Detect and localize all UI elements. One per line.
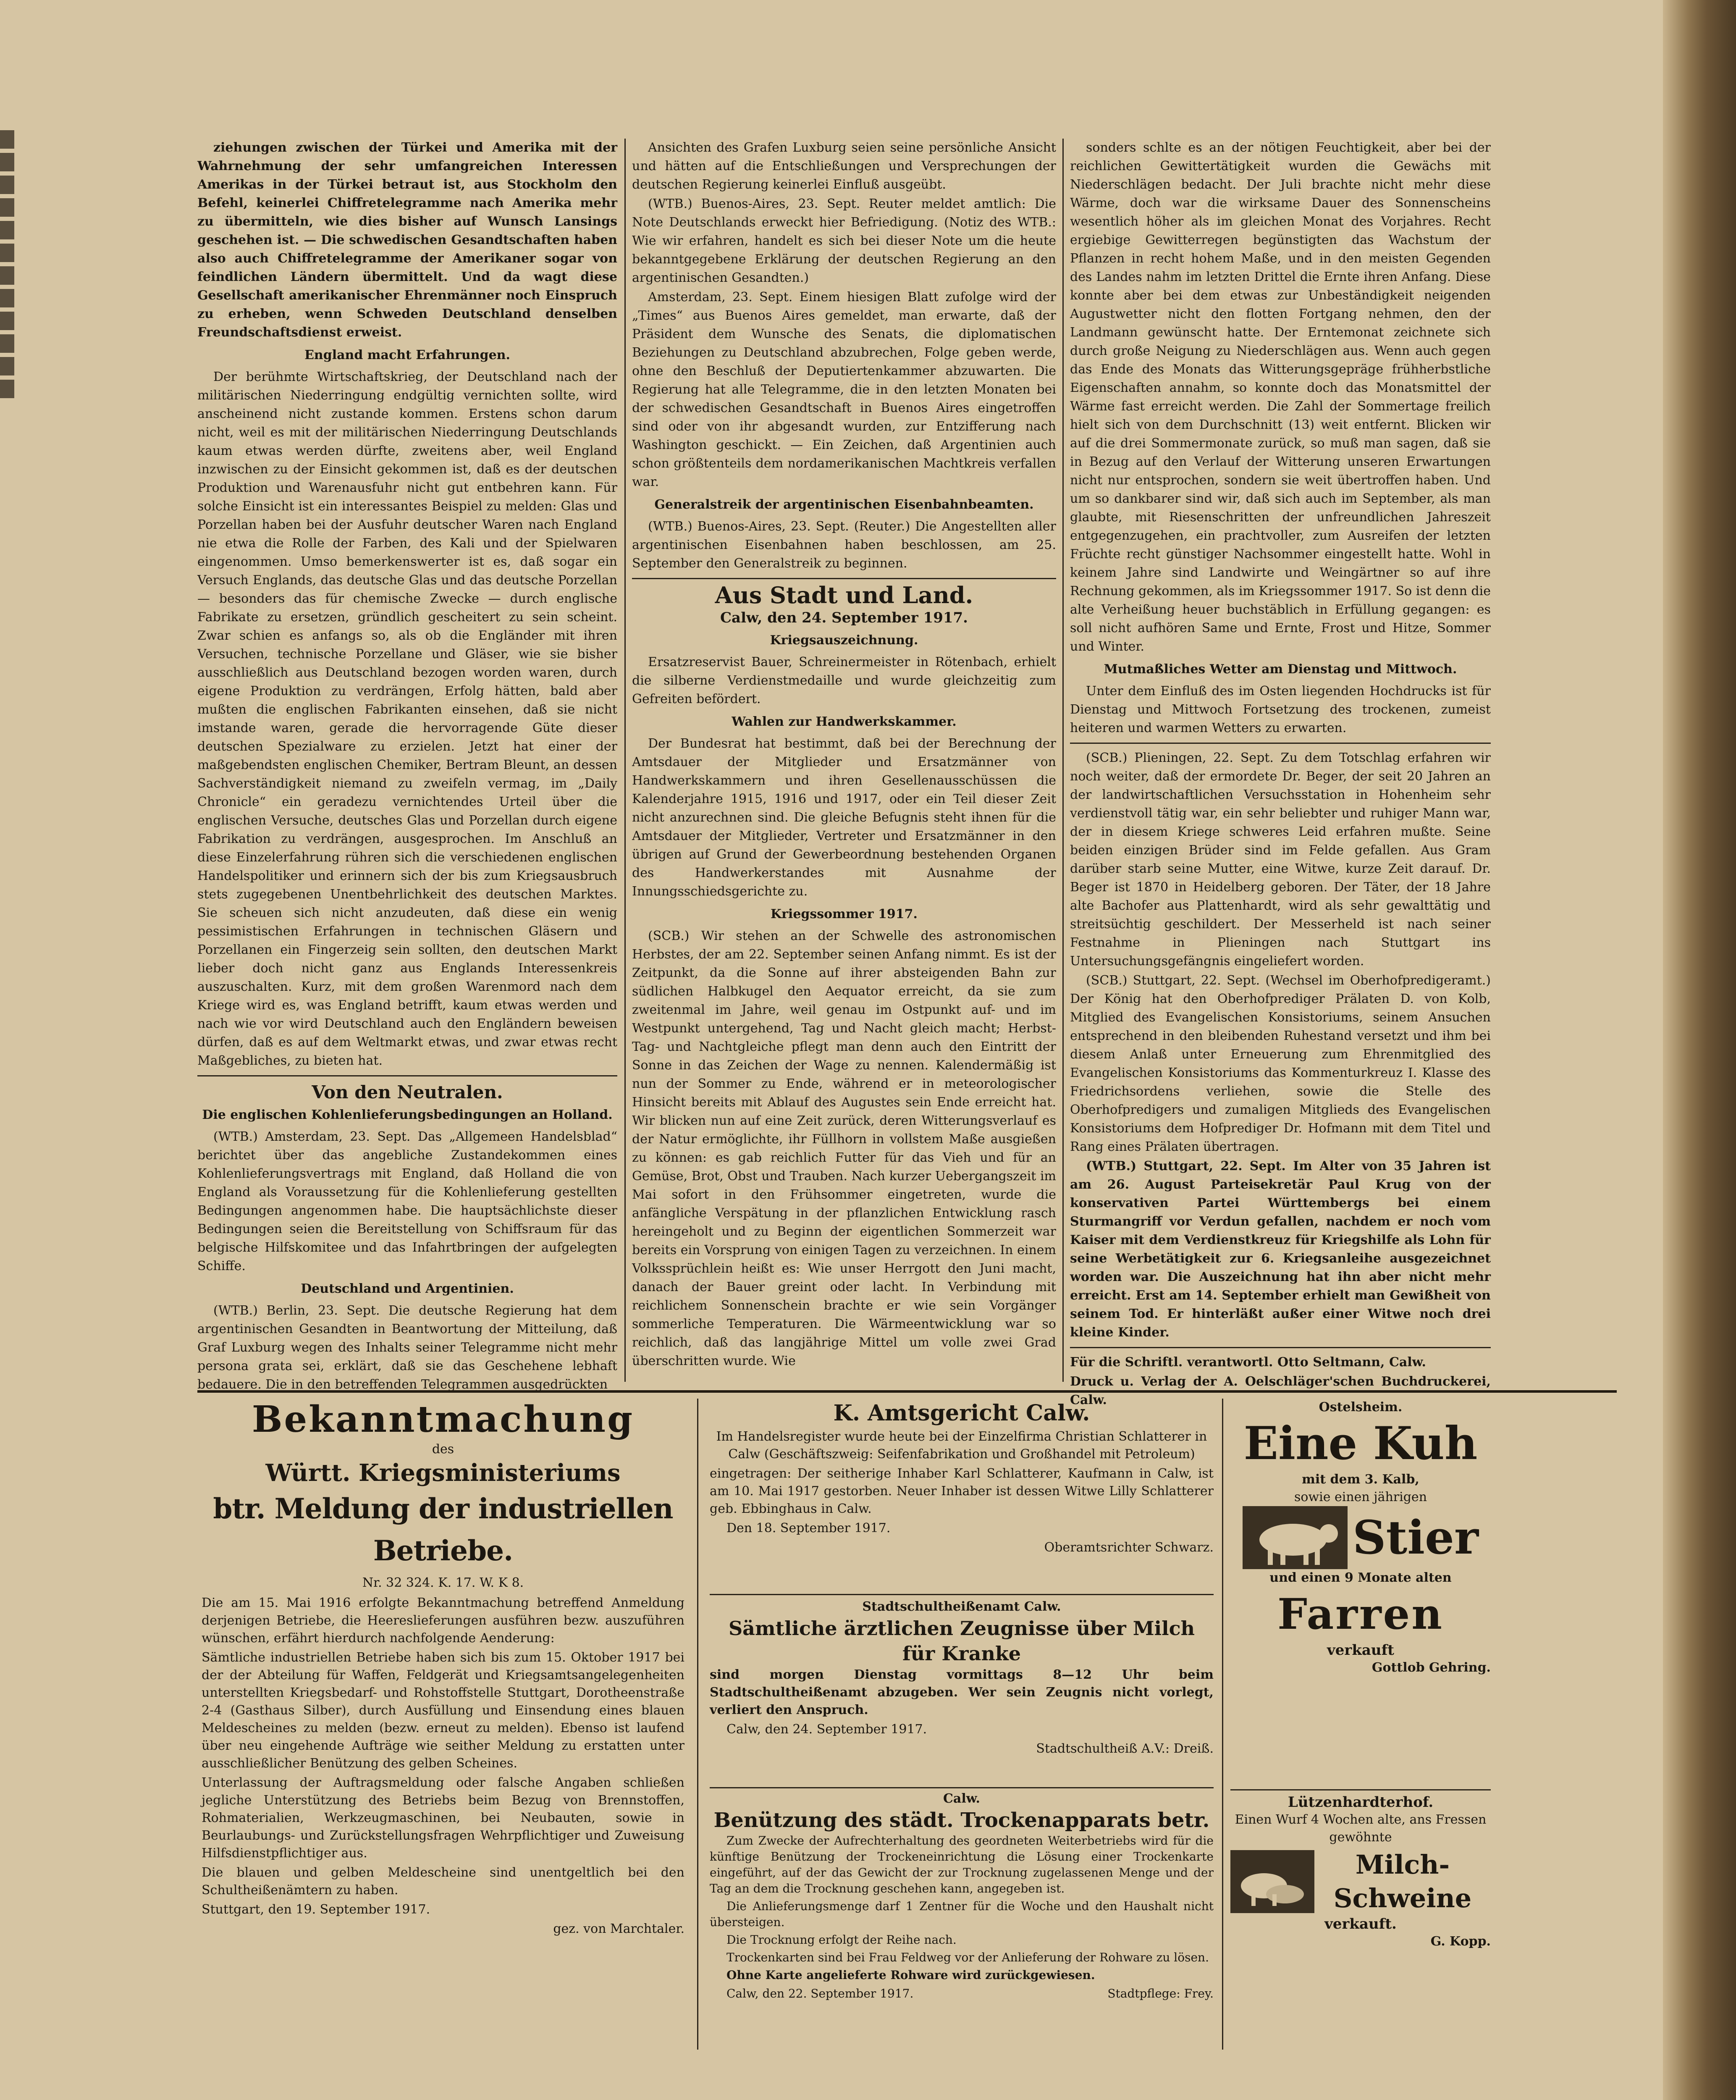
cattle-sale-ad xyxy=(1230,1399,1491,1785)
notice-date: Calw, den 24. September 1917. xyxy=(726,1722,927,1737)
article-heading: Kriegsauszeichnung. xyxy=(770,633,918,648)
reference-number: Nr. 32 324. K. 17. W. K 8. xyxy=(362,1575,524,1590)
article-text: Ansichten des Grafen Luxburg seien seine persönliche Ansicht und hätten auf die Entschließungen und Versprechungen der deutschen Regierung keinerlei Einfluß ausgeübt. xyxy=(632,140,1056,192)
court-text: Im Handelsregister wurde heute bei der Einzelfirma Christian Schlatterer in Calw (Geschäftszweig: Seifenfabrikation und Großhandel mit Petroleum) xyxy=(716,1429,1207,1462)
imprint: Für die Schriftl. verantwortl. Otto Seltmann, Calw. xyxy=(1070,1355,1426,1370)
article-text: sonders schlte es an der nötigen Feuchtigkeit, aber bei der reichlichen Gewittertätigkeit wurden die Gewächs mit Niederschlägen bedacht. Der Juli brachte nicht mehr diese Wärme, doch war die wirksame Dauer des Sonnenscheins wesentlich höher als im gleichen Monat des Vorjahres. Recht ergiebige Gewitterregen begünstigten das Wachstum der Pflanzen in recht hohem Maße, und in den meisten Gegenden des Landes nahm im letzten Drittel die Ernte ihren Anfang. Diese konnte aber bei dem etwas zur Unbeständigkeit neigenden Augustwetter nicht den flotten Fortgang nehmen, den der Landmann gewünscht hatte. Der Erntemonat zeichnete sich durch große Neigung zu Niederschlägen aus. Wenn auch gegen das Ende des Monats das Witterungsgepräge frühherbstliche Eigenschaften annahm, so konnte doch das Monatsmittel der Wärme fast erreicht werden. Die Zahl der Sommertage freilich hielt sich von dem Durchschnitt (13) weit entfernt. Blicken wir auf die drei Sommermonate zurück, so muß man sagen, daß sie in Bezug auf den Verlauf der Witterung unseren Erwartungen nicht nur entsprochen, sondern sie weit übertroffen haben. Und um so dankbarer sind wir, daß sich auch im September, als man glaubte, mit Riesenschritten der unfreundlichen Jahreszeit entgegenzugehen, ein prachtvoller, zum Ausreifen der letzten Früchte recht günstiger Nachsommer eingestellt hatte. Wohl in keinem Jahre sind Landwirte und Weingärtner so auf ihre Rechnung gekommen, als im Kriegssommer 1917. So ist denn die alte Verheißung heuer buchstäblich in Erfüllung gegangen: es soll nicht aufhören Same und Ernte, Frost und Hitze, Sommer und Winter. xyxy=(1070,140,1491,654)
article-heading: Deutschland und Argentinien. xyxy=(301,1281,514,1296)
article-text: Der Bundesrat hat bestimmt, daß bei der Berechnung der Amtsdauer der Mitglieder und Ersatzmänner von Handwerkskammern und ihren Gesellenausschüssen die Kalenderjahre 1915, 1916 und 1917, oder ein Teil dieser Zeit nicht anzurechnen sind. Die gleiche Befugnis steht ihnen für die Amtsdauer der Mitglieder, Vertreter und Ersatzmänner in den übrigen auf Grund der Gewerbeordnung bestehenden Organen des Handwerkerstandes mit Ausnahme der Innungsschiedsgerichte zu. xyxy=(632,736,1056,899)
notice-title: Benützung des städt. Trockenapparats betr. xyxy=(713,1809,1210,1832)
announcement-text: Die blauen und gelben Meldescheine sind unentgeltlich bei den Schultheißenämtern zu haben. xyxy=(202,1865,684,1898)
article-text: (WTB.) Buenos-Aires, 23. Sept. Reuter meldet amtlich: Die Note Deutschlands erweckt hier Befriedigung. (Notiz des WTB.: Wie wir erfahren, handelt es sich bei dieser Note um die heute bekanntgegebene Erklärung der deutschen Regierung an den argentinischen Gesandten.) xyxy=(632,197,1056,285)
adjacent-page-edge xyxy=(0,126,29,1974)
dateline: Calw, den 24. September 1917. xyxy=(720,609,968,626)
office-name: Stadtschultheißenamt Calw. xyxy=(862,1599,1061,1614)
article-text: Ersatzreservist Bauer, Schreinermeister in Rötenbach, erhielt die silberne Verdienstmedaille und wurde gleichzeitig zum Gefreiten befördert. xyxy=(632,655,1056,706)
court-date: Den 18. September 1917. xyxy=(726,1521,891,1536)
ad-text: verkauft xyxy=(1327,1642,1394,1659)
court-notice xyxy=(710,1399,1214,1592)
notice-text: Zum Zwecke der Aufrechterhaltung des geordneten Weiterbetriebs wird für die künftige Benützung der Trockeneinrichtung die Lösung einer Trockenkarte eingeführt, auf der das Gewicht der zur Trocknung zugelassenen Menge und der Tag an dem die Trocknung geschehen kann, angegeben ist. xyxy=(710,1834,1214,1895)
notice-text: Die Anlieferungsmenge darf 1 Zentner für die Woche und den Haushalt nicht übersteigen. xyxy=(710,1899,1214,1929)
notice-text: Ohne Karte angelieferte Rohware wird zurückgewiesen. xyxy=(726,1968,1095,1982)
article-text: (WTB.) Buenos-Aires, 23. Sept. (Reuter.) Die Angestellten aller argentinischen Eisenbahnen haben beschlossen, am 25. September den Generalstreik zu beginnen. xyxy=(632,519,1056,571)
announcement-text: Unterlassung der Auftragsmeldung oder falsche Angaben schließen jegliche Unterstützung des Betriebs beim Bezug von Brennstoffen, Rohmaterialien, Werkzeugmaschinen, bei Neubauten, sowie in Beurlaubungs- und Zurückstellungsfragen Wehrpflichtiger und Zuweisung Hilfsdienstpflichtiger aus. xyxy=(202,1775,684,1861)
notice-date: Calw, den 22. September 1917. xyxy=(726,1987,914,2000)
notice-text: Trockenkarten sind bei Frau Feldweg vor der Anlieferung der Rohware zu lösen. xyxy=(726,1950,1209,1964)
article-heading: Die englischen Kohlenlieferungsbedingungen an Holland. xyxy=(202,1108,613,1122)
article-text: (WTB.) Berlin, 23. Sept. Die deutsche Regierung hat dem argentinischen Gesandten in Beantwortung der Mitteilung, daß Graf Luxburg wegen des Inhalts seiner Telegramme nicht mehr persona grata sei, erklärt, daß sie das Geschehene lebhaft bedauere. Die in den betreffenden Telegrammen ausgedrückten xyxy=(197,1303,617,1392)
notice-text: sind morgen Dienstag vormittags 8—12 Uhr beim Stadtschultheißenamt abzugeben. Wer sein Zeugnis nicht vorlegt, verliert den Anspruch. xyxy=(710,1667,1214,1717)
ad-divider xyxy=(1222,1399,1223,2050)
ad-headline: Stier xyxy=(1353,1510,1479,1564)
seller-name: Gottlob Gehring. xyxy=(1371,1660,1491,1675)
milk-certificate-notice xyxy=(710,1598,1214,1785)
column-3 xyxy=(1070,139,1491,1407)
notice-signature: Stadtschultheiß A.V.: Dreiß. xyxy=(1036,1741,1214,1756)
announcement-sub: des xyxy=(432,1442,454,1457)
article-text: (SCB.) Wir stehen an der Schwelle des astronomischen Herbstes, der am 22. September seinen Anfang nimmt. Es ist der Zeitpunkt, da die Sonne auf ihrer absteigenden Bahn zur südlichen Halbkugel den Aequator erreicht, da sie zum zweitenmal im Jahre, weil genau im Ostpunkt auf- und im Westpunkt untergehend, Tag und Nacht gleich macht; Herbst-Tag- und Nachtgleiche pflegt man denn auch den Eintritt der Sonne in das Zeichen der Wage zu nennen. Kalendermäßig ist nun der Sommer zu Ende, während er in meteorologischer Hinsicht bereits mit Ablauf des Augustes sein Ende erreicht hat. Wir blicken nun auf eine Zeit zurück, deren Witterungsverlauf es der Natur ermöglichte, ihr Füllhorn in vollstem Maße ausgießen zu können: es gab reichlich Futter für das Vieh und für an Gemüse, Brot, Obst und Trauben. Nach kurzer Uebergangszeit im Mai sofort in den Frühsommer eingetreten, wurde die anfängliche Verspätung in der pflanzlichen Entwicklung rasch hereingeholt und zu Beginn der eigentlichen Sommerzeit war bereits ein Vorsprung von einigen Tagen zu verzeichnen. In einem Volkssprüchlein heißt es: Wie unser Herrgott den Juni macht, danach der Bauer greint oder lacht. In Verbindung mit reichlichem Sonnenschein brachte er wie sein Vorgänger sommerliche Temperaturen. Die Wärmeentwicklung war so reichlich, daß das langjährige Mittel um volle zwei Grad überschritten wurde. Wie xyxy=(632,929,1056,1368)
court-text: eingetragen: Der seitherige Inhaber Karl Schlatterer, Kaufmann in Calw, ist am 10. Mai 1917 gestorben. Neuer Inhaber ist dessen Witwe Lilly Schlatterer geb. Ebbinghaus in Calw. xyxy=(710,1466,1214,1516)
article-heading: Generalstreik der argentinischen Eisenbahnbeamten. xyxy=(654,497,1034,512)
ad-text: mit dem 3. Kalb, xyxy=(1302,1472,1419,1487)
ad-text: verkauft. xyxy=(1324,1916,1397,1932)
announcement-issuer: Württ. Kriegsministeriums xyxy=(265,1459,621,1487)
column-1 xyxy=(197,139,617,1392)
notice-text: Die Trocknung erfolgt der Reihe nach. xyxy=(726,1933,957,1947)
seller-place: Lützenhardterhof. xyxy=(1288,1794,1434,1811)
announcement-war-ministry xyxy=(202,1399,684,2050)
article-heading: England macht Erfahrungen. xyxy=(304,348,510,362)
ad-headline: Milch- xyxy=(1355,1849,1450,1880)
article-text: (SCB.) Plieningen, 22. Sept. Zu dem Totschlag erfahren wir noch weiter, daß der ermordete Dr. Beger, der seit 20 Jahren an der landwirtschaftlichen Versuchsstation in Hohenheim sehr verdienstvoll tätig war, ein sehr beliebter und ruhiger Mann war, der in diesem Kriege schweres Leid erfahren mußte. Seine beiden einzigen Brüder sind im Felde gefallen. Aus Gram darüber starb seine Mutter, eine Witwe, kurze Zeit darauf. Dr. Beger ist 1870 in Heidelberg geboren. Der Täter, der 18 Jahre alte Bachofer aus Plattenhardt, wird als sehr gewalttätig und streitsüchtig geschildert. Der Messerheld ist nach seiner Festnahme in Plieningen nach Stuttgart ins Untersuchungsgefängnis eingeliefert worden. xyxy=(1070,751,1491,969)
ad-text: Einen Wurf 4 Wochen alte, ans Fressen gewöhnte xyxy=(1235,1812,1487,1845)
announcement-title: Bekanntmachung xyxy=(252,1398,635,1441)
article-heading: Mutmaßliches Wetter am Dienstag und Mittwoch. xyxy=(1104,662,1457,677)
ad-divider xyxy=(697,1399,698,2050)
announcement-subject: btr. Meldung der industriellen Betriebe. xyxy=(213,1492,673,1567)
drying-apparatus-notice xyxy=(710,1790,1214,2050)
seller-name: G. Kopp. xyxy=(1430,1934,1491,1949)
article-text: Unter dem Einfluß des im Osten liegenden Hochdrucks ist für Dienstag und Mittwoch Fortsetzung des trockenen, zumeist heiteren und warmen Wetters zu erwarten. xyxy=(1070,684,1491,735)
column-2 xyxy=(632,139,1056,1382)
announcement-text: Die am 15. Mai 1916 erfolgte Bekanntmachung betreffend Anmeldung derjenigen Betriebe, die Heereslieferungen ausführen bezw. auszuführen wünschen, erfährt hierdurch nachfolgende Aenderung: xyxy=(202,1596,684,1646)
notice-signature: Stadtpflege: Frey. xyxy=(1107,1987,1214,2000)
article-text: Der berühmte Wirtschaftskrieg, der Deutschland nach der militärischen Niederringung endgültig vernichten sollte, wird anscheinend nicht zustande kommen. Erstens schon darum nicht, weil es mit der militärischen Niederringung Deutschlands kaum etwas werden dürfte, zweitens aber, weil England inzwischen zu der Einsicht gekommen ist, daß es der deutschen Produktion und Warenausfuhr nicht gut entbehren kann. Für solche Einsicht ist ein interessantes Beispiel zu melden: Glas und Porzellan haben bei der Ausfuhr deutscher Waren nach England nie etwa die Rolle der Farben, des Kali und der Spielwaren eingenommen. Umso bemerkenswerter ist es, daß sogar ein Versuch Englands, das deutsche Glas und das deutsche Porzellan — besonders das für chemische Zwecke — durch englische Fabrikate zu ersetzen, gründlich gescheitert zu sein scheint. Zwar schien es anfangs so, als ob die Engländer mit ihren Versuchen, technische Porzellane und Gläser, wie sie bisher ausschließlich aus Deutschland bezogen worden waren, durch eigene Produktion zu verdrängen, Erfolg hätten, bald aber mußten die englischen Fabrikanten einsehen, daß sie nicht imstande waren, gerade die hervorragende Güte dieser deutschen Spezialware zu erzielen. Jetzt hat einer der maßgebendsten englischen Chemiker, Bertram Bleunt, an dessen Sachverständigkeit niemand zu zweifeln vermag, im „Daily Chronicle“ ein geradezu vernichtendes Urteil über die englischen Versuche, deutsches Glas und Porzellan durch eigene Fabrikation zu verdrängen, ausgesprochen. Im Anschluß an diese Einzelerfahrung rühren sich die verschiedenen englischen Handelspolitiker und erinnern sich der bis zum Kriegsausbruch stets zugegebenen Unentbehrlichkeit des deutschen Marktes. Sie scheuen sich nicht anzudeuten, daß diese ein wenig pessimistischen Erfahrungen in technischen Gläsern und Porzellanen ein Fingerzeig sein sollten, den deutschen Markt lieber doch nicht ganz aus Englands Interessenkreis auszuschalten. Kurz, mit dem großen Warenmord nach dem Kriege wird es, was England betrifft, kaum etwas werden und nach wie vor wird Deutschland auch den Engländern beweisen dürfen, daß es auf dem Weltmarkt etwas, und zwar etwas recht Maßgebliches, zu bieten hat. xyxy=(197,370,617,1068)
article-text: (WTB.) Stuttgart, 22. Sept. Im Alter von 35 Jahren ist am 26. August Parteisekretär Paul Krug von der konservativen Partei Württembergs bei einem Sturmangriff vor Verdun gefallen, nachdem er noch vom Kaiser mit dem Verdienstkreuz für Kriegshilfe als Lohn für seine Werbetätigkeit zur 6. Kriegsanleihe ausgezeichnet worden war. Die Auszeichnung hat ihn aber nicht mehr erreicht. Erst am 14. September erhielt man Gewißheit von seinem Tod. Er hinterläßt außer einer Witwe noch drei kleine Kinder. xyxy=(1070,1159,1491,1340)
advertisement-rule xyxy=(197,1390,1617,1393)
pigs-icon xyxy=(1230,1850,1314,1913)
court-signature: Oberamtsrichter Schwarz. xyxy=(1044,1540,1214,1555)
article-heading: Wahlen zur Handwerkskammer. xyxy=(732,714,957,729)
section-heading: Von den Neutralen. xyxy=(312,1082,503,1102)
section-heading: Aus Stadt und Land. xyxy=(715,582,973,609)
notice-title: Sämtliche ärztlichen Zeugnisse über Milch für Kranke xyxy=(728,1617,1195,1665)
article-text: Amsterdam, 23. Sept. Einem hiesigen Blatt zufolge wird der „Times“ aus Buenos Aires gemeldet, man erwarte, daß der Präsident dem Wunsche des Senats, die diplomatischen Beziehungen zu Deutschland abzubrechen, Folge geben werde, ohne den Beschluß der Deputiertenkammer abzuwarten. Die Regierung hat alle Telegramme, die in den letzten Monaten bei der schwedischen Gesandtschaft in Buenos Aires eingetroffen sind oder von ihr abgesandt wurden, zur Entzifferung nach Washington geschickt. — Ein Zeichen, daß Argentinien auch schon größtenteils dem nordamerikanischen Machtkreis verfallen war. xyxy=(632,290,1056,489)
article-text: (WTB.) Amsterdam, 23. Sept. Das „Allgemeen Handelsblad“ berichtet über das angebliche Zustandekommen eines Kohlenlieferungsvertrags mit England, daß Holland die von England als Voraussetzung für die Kohlenlieferung gestellten Bedingungen angenommen habe. Die hauptsächlichste dieser Bedingungen seien die Bereitstellung von Schiffsraum für das belgische Hilfskomitee und das Infahrtbringen der aufgelegten Schiffe. xyxy=(197,1129,617,1273)
article-heading: Kriegssommer 1917. xyxy=(771,907,918,921)
notice-place: Calw. xyxy=(943,1791,980,1806)
article-text: ziehungen zwischen der Türkei und Amerika mit der Wahrnehmung der sehr umfangreichen Interessen Amerikas in der Türkei betraut ist, aus Stockholm den Befehl, keinerlei Chiffretelegramme nach Amerika mehr zu übermitteln, wie dies bisher auf Wunsch Lansings geschehen ist. — Die schwedischen Gesandtschaften haben also auch Chiffretelegramme der Amerikaner sogar von feindlichen Ländern übermittelt. Und da wagt diese Gesellschaft amerikanischer Ehrenmänner noch Einspruch zu erheben, wenn Schweden Deutschland denselben Freundschaftsdienst erweist. xyxy=(197,140,617,340)
ad-headline: Eine Kuh xyxy=(1243,1417,1478,1470)
announcement-date: Stuttgart, den 19. September 1917. xyxy=(202,1902,430,1917)
article-text: (SCB.) Stuttgart, 22. Sept. (Wechsel im Oberhofpredigeramt.) Der König hat den Oberhofprediger Prälaten D. von Kolb, Mitglied des Evangelischen Konsistoriums, seinem Ansuchen entsprechend in den bleibenden Ruhestand versetzt und ihm bei diesem Anlaß unter Erneuerung zum Ehrenmitglied des Evangelischen Konsistoriums das Kommenturkreuz I. Klasse des Friedrichsordens verliehen, sowie die Stelle des Oberhofpredigers und zumaligen Mitglieds des Evangelischen Konsistoriums dem Hofprediger Dr. Hofmann mit dem Titel und Rang eines Prälaten übertragen. xyxy=(1070,973,1491,1154)
announcement-text: Sämtliche industriellen Betriebe haben sich bis zum 15. Oktober 1917 bei der der Abteilung für Waffen, Feldgerät und Kriegsamtsangelegenheiten unterstellten Kriegsbedarf- und Rohstoffstelle Stuttgart, Dorotheenstraße 2-4 (Gasthaus Silber), durch Ausfüllung und Einsendung eines blauen Meldescheines zu melden (bezw. erneut zu melden). Ebenso ist laufend über neu eingehende Aufträge wie seither Meldung zu erstatten unter ausschließlicher Benützung des gelben Scheines. xyxy=(202,1650,684,1771)
column-divider xyxy=(624,139,626,1382)
pig-sale-ad xyxy=(1230,1793,1491,2050)
ad-text: und einen 9 Monate alten xyxy=(1269,1570,1452,1585)
ad-headline: Schweine xyxy=(1333,1883,1472,1914)
book-binding xyxy=(1663,0,1736,2100)
seller-place: Ostelsheim. xyxy=(1319,1400,1403,1415)
column-divider xyxy=(1062,139,1064,1382)
imprint: Druck u. Verlag der A. Oelschläger'schen Buchdruckerei, Calw. xyxy=(1070,1374,1491,1407)
announcement-signature: gez. von Marchtaler. xyxy=(553,1922,684,1936)
court-title: K. Amtsgericht Calw. xyxy=(833,1400,1090,1426)
ad-headline: Farren xyxy=(1277,1589,1444,1639)
bull-icon xyxy=(1243,1506,1348,1569)
ad-text: sowie einen jährigen xyxy=(1294,1490,1427,1504)
